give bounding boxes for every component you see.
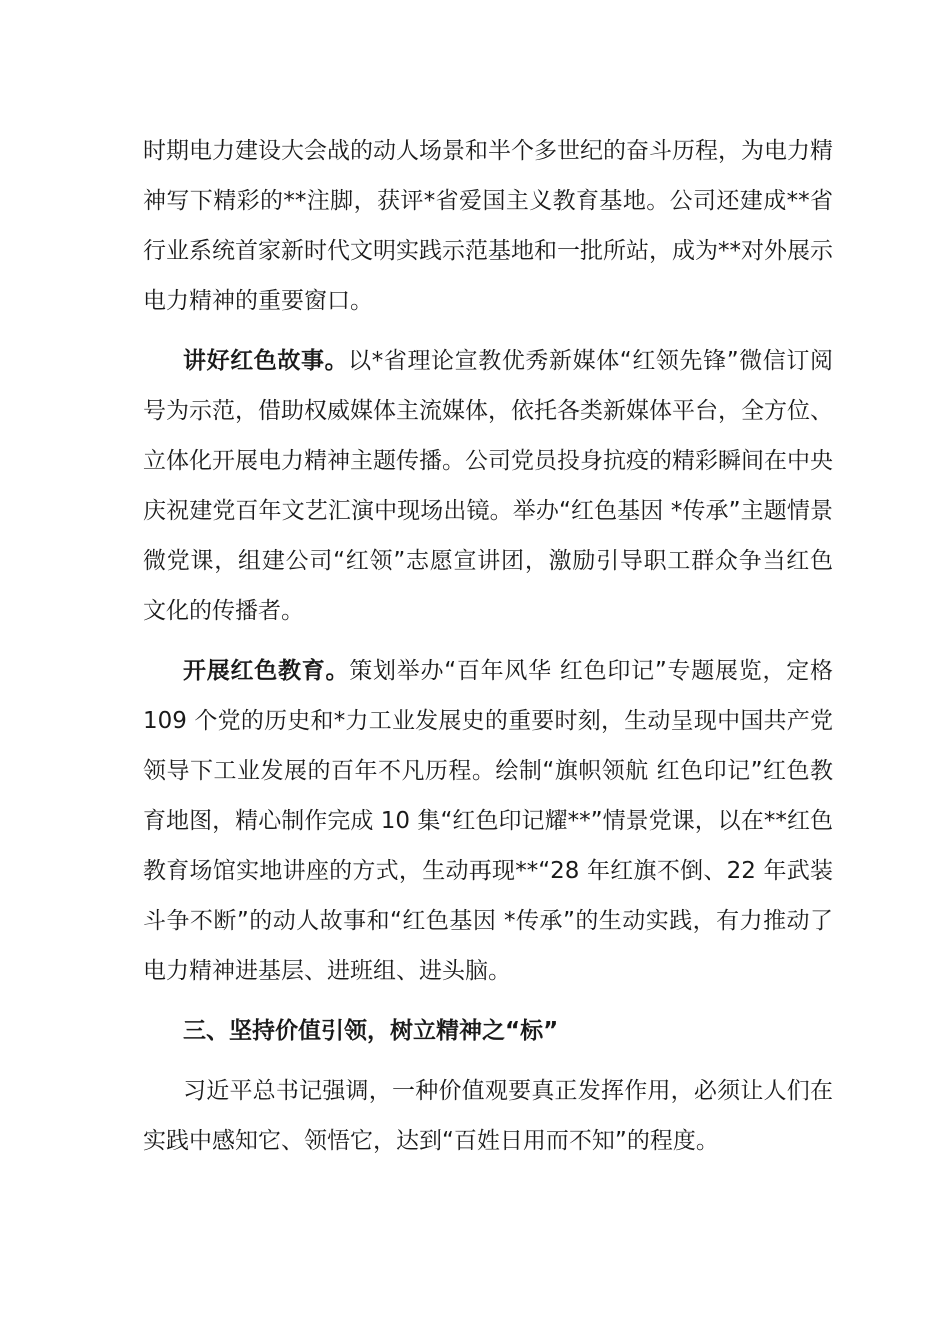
paragraph-body-red-stories: 以*省理论宣教优秀新媒体“红领先锋”微信订阅号为示范，借助权威媒体主流媒体，依托各类新媒体平台，全方位、立体化开展电力精神主题传播。公司党员投身抗疫的精彩瞬间在中央庆祝建党百年文艺汇演中现场出镜。举办“红色基因 *传承”主题情景微党课，组建公司“红领”志愿宣讲团，激励引导职工群众争当红色文化的传播者。 [143, 348, 833, 624]
document-page [143, 126, 833, 1166]
paragraph-continuation: 时期电力建设大会战的动人场景和半个多世纪的奋斗历程，为电力精神写下精彩的**注脚，获评*省爱国主义教育基地。公司还建成**省行业系统首家新时代文明实践示范基地和一批所站，成为**对外展示电力精神的重要窗口。 [143, 138, 833, 314]
paragraph-red-education [143, 646, 833, 996]
paragraph-value-guidance: 习近平总书记强调，一种价值观要真正发挥作用，必须让人们在实践中感知它、领悟它，达到“百姓日用而不知”的程度。 [143, 1078, 833, 1154]
paragraph-body-red-education: 策划举办“百年风华 红色印记”专题展览，定格 109 个党的历史和*力工业发展史的重要时刻，生动呈现中国共产党领导下工业发展的百年不凡历程。绘制“旗帜领航 红色印记”红色教育地图，精心制作完成 10 集“红色印记耀**”情景党课，以在**红色教育场馆实地讲座的方式，生动再现**“28 年红旗不倒、22 年武装斗争不断”的动人故事和“红色基因 *传承”的生动实践，有力推动了电力精神进基层、进班组、进头脑。 [143, 658, 833, 984]
section-heading-3: 三、坚持价值引领，树立精神之“标” [183, 1018, 559, 1044]
paragraph-lead-red-stories: 讲好红色故事。 [183, 348, 349, 374]
paragraph-lead-red-education: 开展红色教育。 [183, 658, 350, 684]
paragraph-red-stories [143, 336, 833, 636]
